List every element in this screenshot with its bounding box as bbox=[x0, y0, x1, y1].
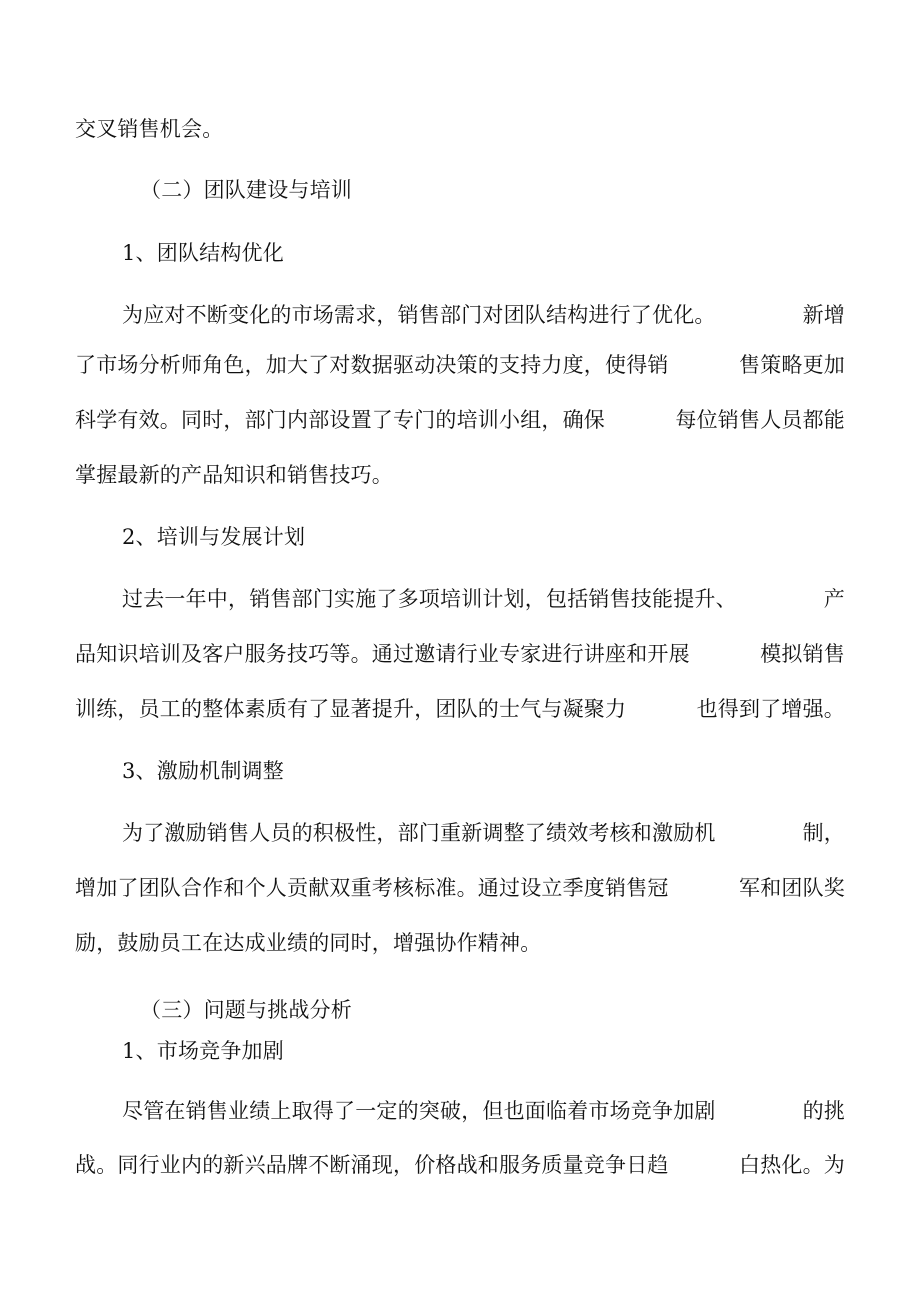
line-segment: 白热化。为 bbox=[739, 1153, 845, 1177]
paragraph-line bbox=[122, 818, 845, 848]
paragraph-line bbox=[122, 584, 845, 614]
subsection-1-heading: 1、市场竞争加剧 bbox=[122, 1039, 284, 1063]
paragraph-line bbox=[122, 1096, 845, 1126]
continuation-text: 交叉销售机会。 bbox=[75, 117, 224, 141]
section-2-heading: （二）团队建设与培训 bbox=[140, 178, 352, 202]
subsection-2-heading: 2、培训与发展计划 bbox=[122, 525, 306, 549]
line-segment: 每位销售人员都能 bbox=[675, 408, 845, 432]
line-segment: 掌握最新的产品知识和销售技巧。 bbox=[75, 463, 393, 487]
line-segment: 过去一年中，销售部门实施了多项培训计划，包括销售技能提升、 bbox=[122, 587, 737, 611]
line-segment: 制， bbox=[802, 821, 845, 845]
line-segment: 模拟销售 bbox=[760, 642, 845, 666]
line-segment: 产 bbox=[823, 587, 845, 611]
line-segment: 增加了团队合作和个人贡献双重考核标准。通过设立季度销售冠 bbox=[75, 876, 669, 900]
paragraph-line bbox=[75, 350, 845, 380]
paragraph-line bbox=[75, 928, 541, 958]
line-segment: 品知识培训及客户服务技巧等。通过邀请行业专家进行讲座和开展 bbox=[75, 642, 690, 666]
line-segment: 为了激励销售人员的积极性，部门重新调整了绩效考核和激励机 bbox=[122, 821, 716, 845]
line-segment: 新增 bbox=[802, 303, 845, 327]
line-segment: 尽管在销售业绩上取得了一定的突破，但也面临着市场竞争加剧 bbox=[122, 1099, 716, 1123]
paragraph-line bbox=[122, 300, 845, 330]
line-segment: 售策略更加 bbox=[739, 353, 845, 377]
line-segment: 训练，员工的整体素质有了显著提升，团队的士气与凝聚力 bbox=[75, 697, 627, 721]
subsection-1-heading: 1、团队结构优化 bbox=[122, 241, 284, 265]
line-segment: 的挑 bbox=[802, 1099, 845, 1123]
paragraph-line bbox=[75, 639, 845, 669]
line-segment: 了市场分析师角色，加大了对数据驱动决策的支持力度，使得销 bbox=[75, 353, 669, 377]
paragraph-line bbox=[75, 1150, 845, 1180]
line-segment: 军和团队奖 bbox=[739, 876, 845, 900]
section-3-heading: （三）问题与挑战分析 bbox=[140, 998, 352, 1022]
subsection-3-heading: 3、激励机制调整 bbox=[122, 759, 284, 783]
line-segment: 励，鼓励员工在达成业绩的同时，增强协作精神。 bbox=[75, 931, 542, 955]
paragraph-line bbox=[75, 694, 845, 724]
line-segment: 战。同行业内的新兴品牌不断涌现，价格战和服务质量竞争日趋 bbox=[75, 1153, 669, 1177]
paragraph-line bbox=[75, 873, 845, 903]
line-segment: 也得到了增强。 bbox=[696, 697, 845, 721]
line-segment: 科学有效。同时，部门内部设置了专门的培训小组，确保 bbox=[75, 408, 605, 432]
paragraph-line bbox=[75, 460, 393, 490]
line-segment: 为应对不断变化的市场需求，销售部门对团队结构进行了优化。 bbox=[122, 303, 716, 327]
paragraph-line bbox=[75, 405, 845, 435]
